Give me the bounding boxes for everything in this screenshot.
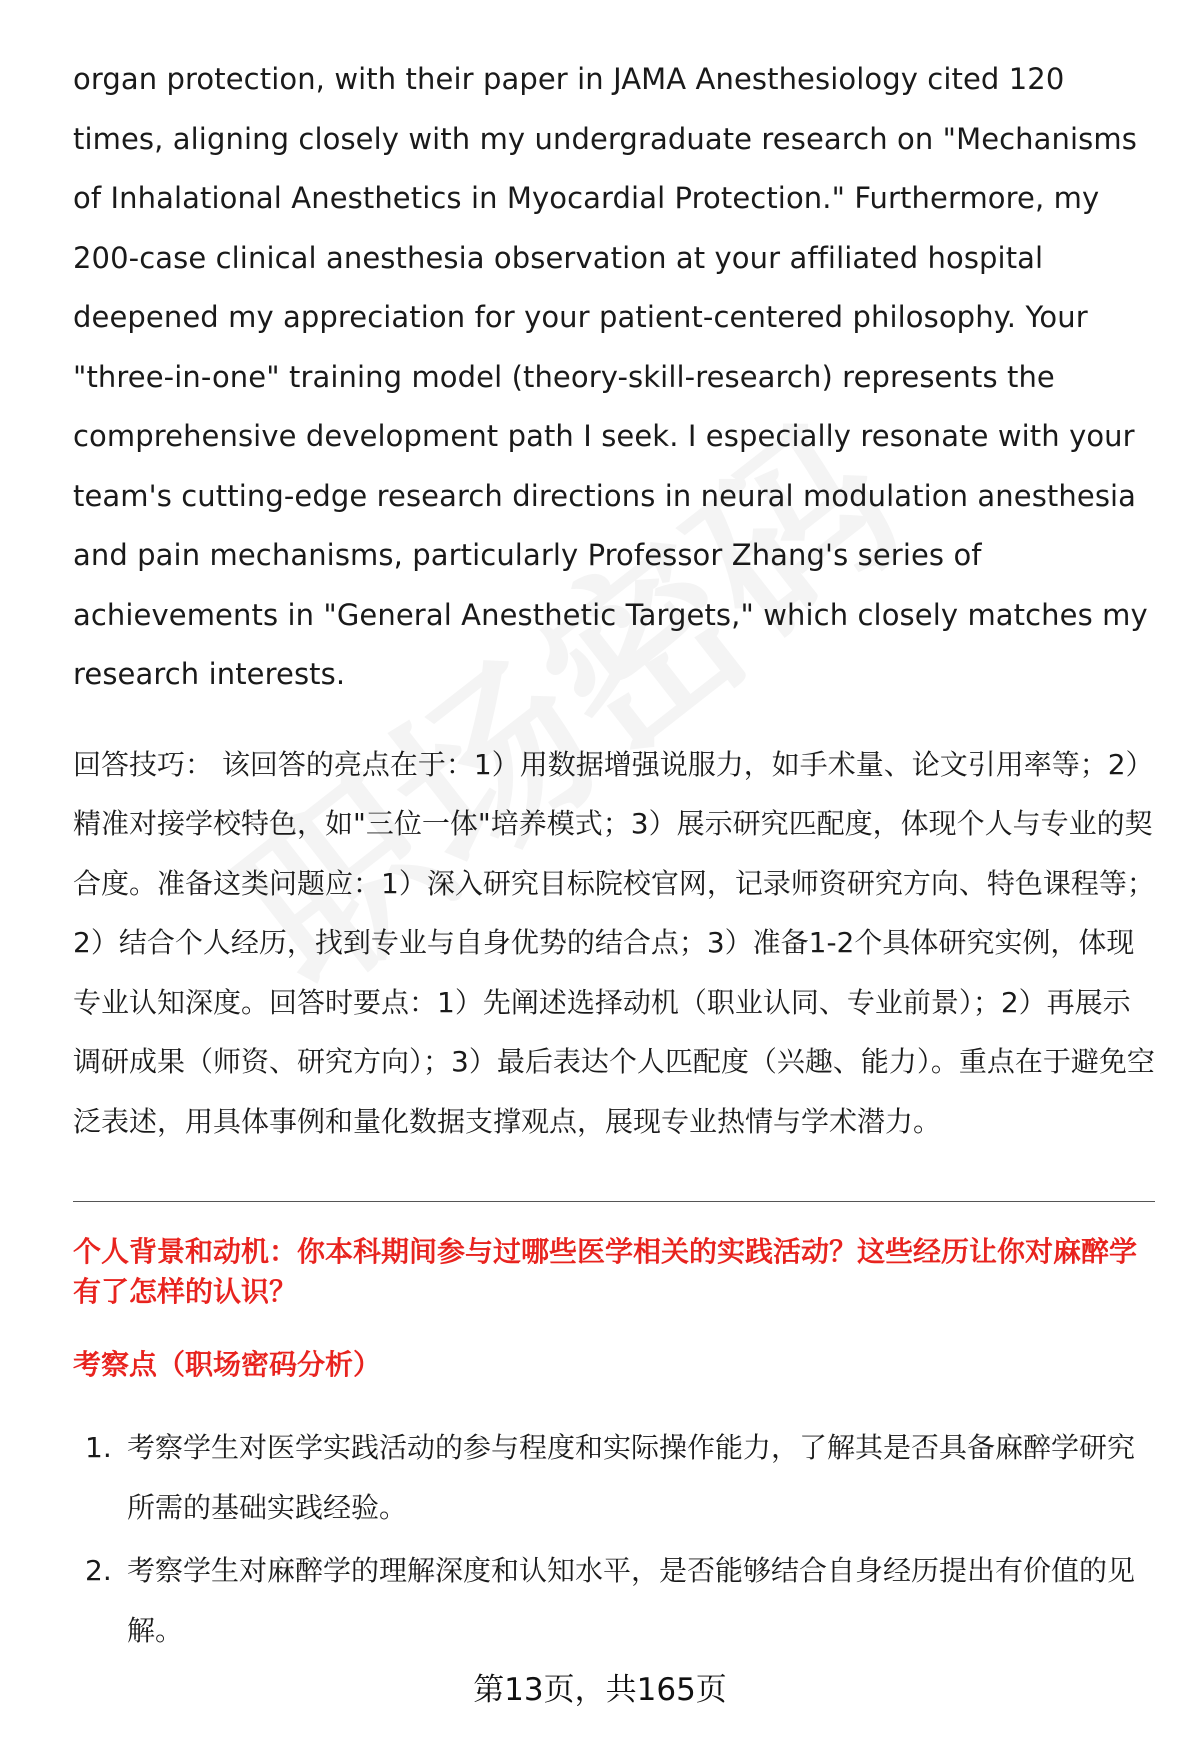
page-number: 第13页，共165页 xyxy=(473,1672,727,1708)
points-list xyxy=(73,1418,1155,1664)
list-item-text: 考察学生对医学实践活动的参与程度和实际操作能力，了解其是否具备麻醉学研究所需的基础实践经验。 xyxy=(127,1431,1136,1524)
question-heading: 个人背景和动机：你本科期间参与过哪些医学相关的实践活动？这些经历让你对麻醉学有了怎样的认识？ xyxy=(73,1235,1138,1308)
page-content xyxy=(73,50,1155,1151)
list-item-number: 2. xyxy=(85,1554,112,1587)
intro-paragraph: organ protection, with their paper in JAMA Anesthesiology cited 120 times, aligning closely with my undergraduate research on "Mechanisms of Inhalational Anesthetics in Myocardial Protection." Furthermore, my 200-case clinical anesthesia observation at your affiliated hospital deepened my appreciation for your patient-centered philosophy. Your "three-in-one" training model (theory-skill-research) represents the comprehensive development path I seek. I especially resonate with your team's cutting-edge research directions in neural modulation anesthesia and pain mechanisms, particularly Professor Zhang's series of achievements in "General Anesthetic Targets," which closely matches my research interests. xyxy=(73,62,1148,691)
section-divider xyxy=(73,1201,1155,1202)
list-item-text: 考察学生对麻醉学的理解深度和认知水平，是否能够结合自身经历提出有价值的见解。 xyxy=(127,1554,1136,1647)
list-item-number: 1. xyxy=(85,1431,112,1464)
tips-paragraph: 回答技巧： 该回答的亮点在于：1）用数据增强说服力，如手术量、论文引用率等；2）精准对接学校特色，如"三位一体"培养模式；3）展示研究匹配度，体现个人与专业的契合度。准备这类问题应：1）深入研究目标院校官网，记录师资研究方向、特色课程等；2）结合个人经历，找到专业与自身优势的结合点；3）准备1-2个具体研究实例，体现专业认知深度。回答时要点：1）先阐述选择动机（职业认同、专业前景）；2）再展示调研成果（师资、研究方向）；3）最后表达个人匹配度（兴趣、能力）。重点在于避免空泛表述，用具体事例和量化数据支撑观点，展现专业热情与学术潜力。 xyxy=(73,747,1155,1138)
list-item xyxy=(73,1418,1155,1537)
list-item xyxy=(73,1541,1155,1660)
section-title: 考察点（职场密码分析） xyxy=(73,1348,382,1381)
